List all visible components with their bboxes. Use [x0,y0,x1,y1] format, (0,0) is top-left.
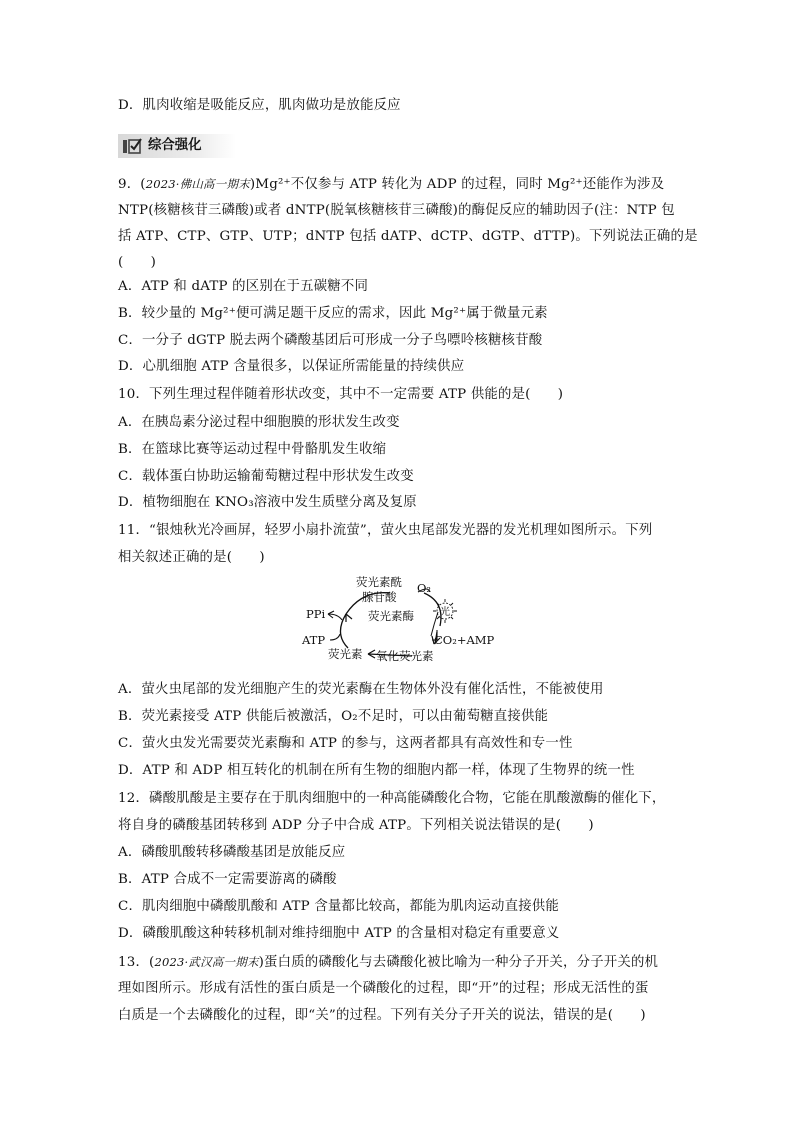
section-header [118,134,236,158]
q12-option-a: A．磷酸肌酸转移磷酸基团是放能反应 [118,845,346,860]
label-luciferin: 荧光素 [328,647,363,661]
q11-option-a: A．萤火虫尾部的发光细胞产生的荧光素酶在生物体外没有催化活性，不能被使用 [118,682,604,697]
checklist-icon [122,137,142,155]
label-oxyluciferin: 氧化荧光素 [376,649,434,663]
label-light: 光 [440,607,450,618]
q10-option-a: A．在胰岛素分泌过程中细胞膜的形状发生改变 [118,415,400,430]
q9-source: 2023·佛山高一期末 [145,177,250,191]
q13-source: 2023·武汉高一期末 [154,955,259,969]
label-o2: O₂ [417,581,432,595]
q9-number: 9．( [118,177,146,192]
label-ppi: PPi [306,607,326,621]
arrow-head-left [346,614,352,622]
q9-stem-text: )Mg²⁺不仅参与 ATP 转化为 ADP 的过程，同时 Mg²⁺还能作为涉及 [249,177,665,192]
firefly-luminescence-diagram [300,574,500,664]
label-atp: ATP [302,633,326,647]
section-title: 综合强化 [148,138,202,153]
q12-option-d: D．磷酸肌酸这种转移机制对维持细胞中 ATP 的含量相对稳定有重要意义 [118,926,560,941]
q13-stem-line-1 [118,952,658,973]
q9-option-d: D．心肌细胞 ATP 含量很多，以保证所需能量的持续供应 [118,359,465,374]
q13-stem-text: )蛋白质的磷酸化与去磷酸化被比喻为一种分子开关，分子开关的机 [258,955,659,970]
q11-option-d: D．ATP 和 ADP 相互转化的机制在所有生物的细胞内都一样，体现了生物界的统一性 [118,763,635,778]
q10-option-c: C．载体蛋白协助运输葡萄糖过程中形状发生改变 [118,469,414,484]
q9-answer-blank: ( ) [118,255,157,270]
q11-option-b: B．荧光素接受 ATP 供能后被激活，O₂不足时，可以由葡萄糖直接供能 [118,709,549,724]
q10-option-d: D．植物细胞在 KNO₃溶液中发生质壁分离及复原 [118,495,417,510]
q9-option-a: A．ATP 和 dATP 的区别在于五碳糖不同 [118,279,369,294]
q9-option-c: C．一分子 dGTP 脱去两个磷酸基团后可形成一分子鸟嘌呤核糖核苷酸 [118,333,543,348]
q12-option-c: C．肌肉细胞中磷酸肌酸和 ATP 含量都比较高，都能为肌肉运动直接供能 [118,899,559,914]
cycle-arc-top-right [424,593,441,626]
q8-option-d: D．肌肉收缩是吸能反应，肌肉做功是放能反应 [118,98,401,113]
label-products: CO₂+AMP [434,633,495,647]
q9-stem-line-1 [118,174,664,195]
q9-stem-line-2: NTP(核糖核苷三磷酸)或者 dNTP(脱氧核糖核苷三磷酸)的酶促反应的辅助因子(注：NTP 包 [118,203,675,218]
q10-option-b: B．在篮球比赛等运动过程中骨骼肌发生收缩 [118,442,387,457]
q9-stem-line-3: 括 ATP、CTP、GTP、UTP；dNTP 包括 dATP、dCTP、dGTP、dTTP)。下列说法正确的是 [118,229,698,244]
q12-stem-line-1: 12．磷酸肌酸是主要存在于肌肉细胞中的一种高能磷酸化合物，它能在肌酸激酶的催化下， [118,791,666,806]
q11-stem-line-1: 11．“银烛秋光冷画屏，轻罗小扇扑流萤”，萤火虫尾部发光器的发光机理如图所示。下列 [118,523,653,538]
q13-stem-line-3: 白质是一个去磷酸化的过程，即“关”的过程。下列有关分子开关的说法，错误的是( ) [118,1008,646,1023]
atp-branch [330,634,340,640]
q11-stem-line-2: 相关叙述正确的是( ) [118,550,265,565]
q9-option-b: B．较少量的 Mg²⁺便可满足题干反应的需求，因此 Mg²⁺属于微量元素 [118,306,548,321]
label-enzyme: 荧光素酶 [368,609,414,623]
label-luciferyl-1: 荧光素酰 [356,575,402,589]
q13-number: 13．( [118,955,155,970]
q11-option-c: C．萤火虫发光需要荧光素酶和 ATP 的参与，这两者都具有高效性和专一性 [118,736,573,751]
q13-stem-line-2: 理如图所示。形成有活性的蛋白质是一个磷酸化的过程，即“开”的过程；形成无活性的蛋 [118,981,649,996]
q12-option-b: B．ATP 合成不一定需要游离的磷酸 [118,872,337,887]
q12-stem-line-2: 将自身的磷酸基团转移到 ADP 分子中合成 ATP。下列相关说法错误的是( ) [118,818,594,833]
q10-stem: 10．下列生理过程伴随着形状改变，其中不一定需要 ATP 供能的是( ) [118,387,564,402]
ppi-branch [328,614,342,620]
label-luciferyl-2: 腺苷酸 [362,590,397,604]
